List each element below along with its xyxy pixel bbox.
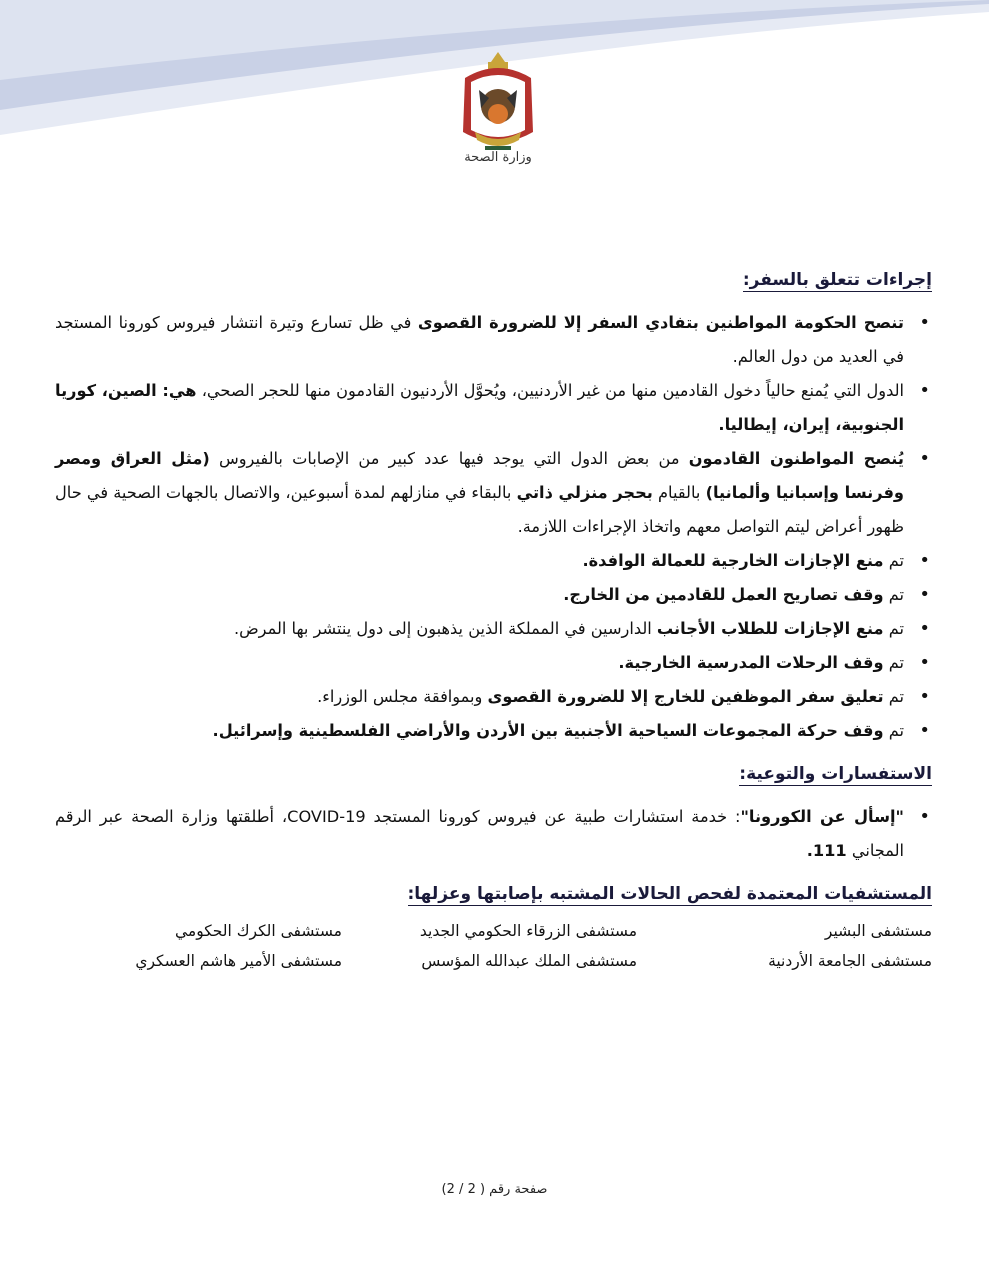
list-item	[55, 680, 932, 714]
text: الدارسين في المملكة الذين يذهبون إلى دول ينتشر بها المرض.	[233, 619, 657, 638]
text: تم	[883, 653, 904, 672]
hospital-item: مستشفى الملك عبدالله المؤسس	[421, 952, 637, 970]
list-item	[55, 612, 932, 646]
bold-text: منع الإجازات الخارجية للعمالة الوافدة.	[582, 551, 884, 570]
list-item	[55, 374, 932, 442]
travel-section-title: إجراءات تتعلق بالسفر:	[742, 270, 932, 290]
bold-text: وقف حركة المجموعات السياحية الأجنبية بين الأردن والأراضي الفلسطينية وإسرائيل.	[212, 721, 884, 740]
bold-text: بحجر منزلي ذاتي	[516, 483, 653, 502]
text: تم	[883, 687, 904, 706]
bold-text: وقف الرحلات المدرسية الخارجية.	[618, 653, 884, 672]
hospital-item: مستشفى الكرك الحكومي	[175, 922, 342, 940]
bold-text: (مثل العراق ومصر وفرنسا وإسبانيا وألمانيا)	[55, 449, 904, 502]
text: تم	[883, 619, 904, 638]
bold-text: 111.	[806, 841, 847, 860]
hospitals-section-title: المستشفيات المعتمدة لفحص الحالات المشتبه بإصابتها وعزلها:	[407, 884, 932, 904]
list-item	[55, 578, 932, 612]
list-item	[55, 442, 932, 544]
bold-text: هي: الصين، كوريا الجنوبية، إيران، إيطاليا.	[55, 381, 904, 434]
text: من بعض الدول التي يوجد فيها عدد كبير من الإصابات بالفيروس	[209, 449, 689, 468]
text: بالقيام	[652, 483, 706, 502]
list-item	[55, 646, 932, 680]
text: الدول التي يُمنع حالياً دخول القادمين منها من غير الأردنيين، ويُحوَّل الأردنيون القادمون منها للحجر الصحي،	[196, 381, 904, 400]
list-item	[55, 714, 932, 748]
inquiries-section-title: الاستفسارات والتوعية:	[739, 764, 932, 784]
bold-text: منع الإجازات للطلاب الأجانب	[656, 619, 884, 638]
text: تم	[883, 721, 904, 740]
hospitals-grid	[55, 922, 932, 970]
text: في ظل تسارع وتيرة انتشار فيروس كورونا المستجد في العديد من دول العالم.	[55, 313, 904, 366]
text: وبموافقة مجلس الوزراء.	[317, 687, 488, 706]
bold-text: تعليق سفر الموظفين للخارج إلا للضرورة القصوى	[487, 687, 884, 706]
bold-text: يُنصح المواطنون القادمون	[688, 449, 904, 468]
list-item	[55, 306, 932, 374]
text: تم	[883, 551, 904, 570]
list-item	[55, 544, 932, 578]
bold-text: تنصح الحكومة المواطنين بتفادي السفر إلا للضرورة القصوى	[417, 313, 904, 332]
document-body	[55, 270, 932, 970]
bold-text: وقف تصاريح العمل للقادمين من الخارج.	[563, 585, 884, 604]
hospital-item: مستشفى البشير	[824, 922, 932, 940]
travel-measures-list	[55, 306, 932, 748]
bold-text: "إسأل عن الكورونا"	[740, 807, 904, 826]
inquiries-list	[55, 800, 932, 868]
list-item	[55, 800, 932, 868]
ministry-name: وزارة الصحة	[464, 150, 532, 165]
hospital-item: مستشفى الجامعة الأردنية	[768, 952, 932, 970]
hospital-item: مستشفى الزرقاء الحكومي الجديد	[419, 922, 637, 940]
text: : خدمة استشارات طبية عن فيروس كورونا المستجد COVID-19، أطلقتها وزارة الصحة عبر الرقم المجاني	[55, 807, 904, 860]
text: بالبقاء في منازلهم لمدة أسبوعين، والاتصال بالجهات الصحية في حال ظهور أعراض ليتم التواصل معهم واتخاذ الإجراءات اللازمة.	[55, 483, 904, 536]
hospital-item: مستشفى الأمير هاشم العسكري	[135, 952, 342, 970]
page-number: صفحة رقم ( 2 / 2)	[441, 1182, 548, 1197]
text: تم	[883, 585, 904, 604]
